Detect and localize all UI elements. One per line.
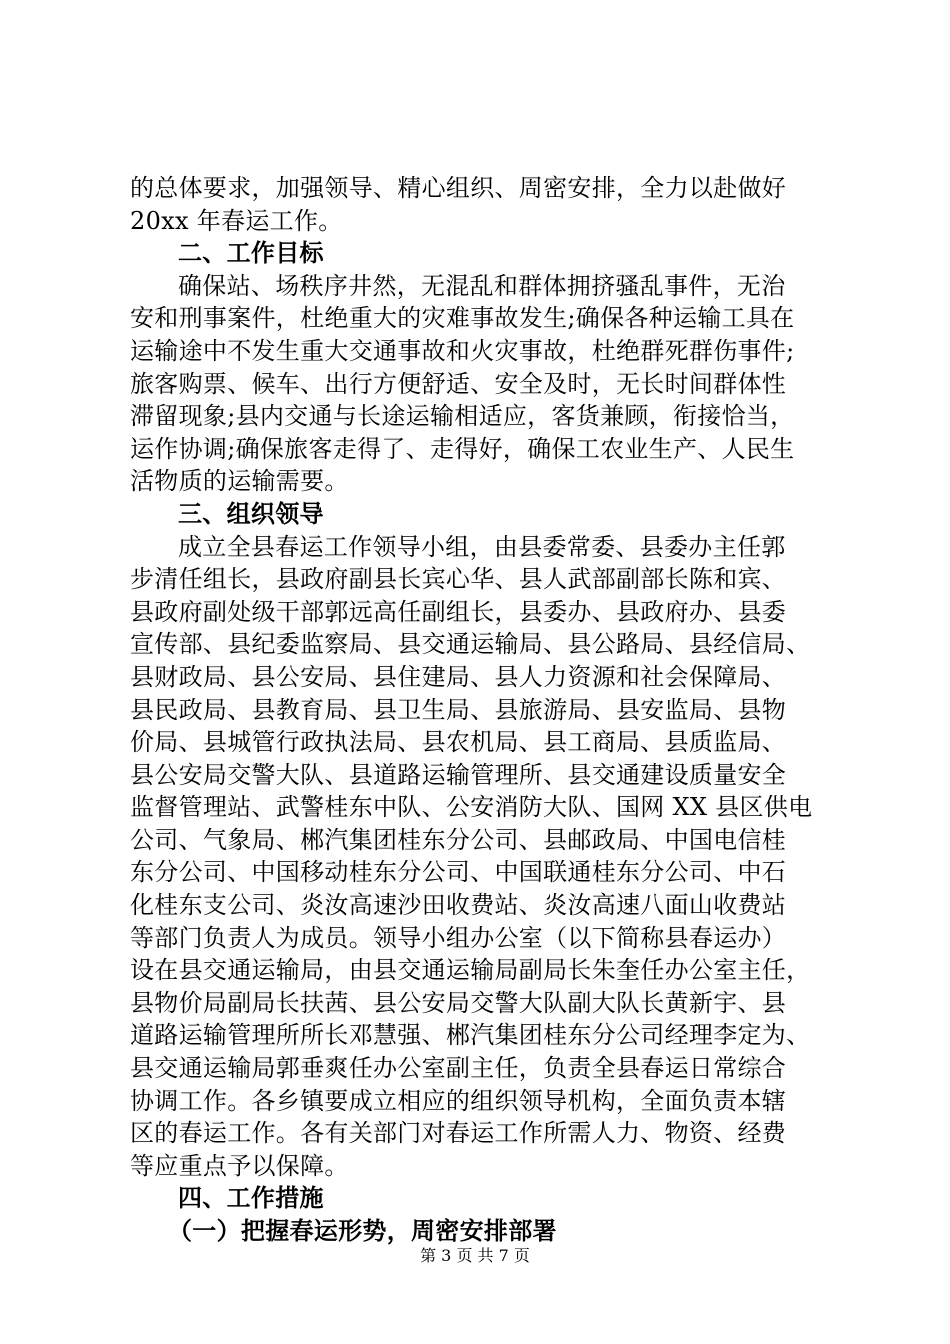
paragraph-line: 县公安局交警大队、县道路运输管理所、县交通建设质量安全 [130, 760, 787, 789]
paragraph-line: 公司、气象局、郴汽集团桂东分公司、县邮政局、中国电信桂 [130, 825, 787, 854]
paragraph-line: 监督管理站、武警桂东中队、公安消防大队、国网 XX 县区供电 [130, 793, 813, 822]
paragraph-line: 道路运输管理所所长邓慧强、郴汽集团桂东分公司经理李定为、 [130, 1021, 811, 1050]
paragraph-line: 旅客购票、候车、出行方便舒适、安全及时，无长时间群体性 [130, 369, 787, 398]
paragraph-start-line: 成立全县春运工作领导小组，由县委常委、县委办主任郭 [178, 532, 786, 561]
paragraph-start-line: 确保站、场秩序井然，无混乱和群体拥挤骚乱事件，无治 [178, 271, 786, 300]
paragraph-line: 区的春运工作。各有关部门对春运工作所需人力、物资、经费 [130, 1119, 787, 1148]
document-body [130, 172, 830, 1248]
paragraph-line: 运输途中不发生重大交通事故和火灾事故，杜绝群死群伤事件; [130, 336, 795, 365]
paragraph-line: 化桂东支公司、炎汝高速沙田收费站、炎汝高速八面山收费站 [130, 891, 787, 920]
paragraph-line: 步清任组长，县政府副县长宾心华、县人武部副部长陈和宾、 [130, 565, 787, 594]
section-heading: 二、工作目标 [178, 239, 324, 268]
paragraph-line: 运作协调;确保旅客走得了、走得好，确保工农业生产、人民生 [130, 434, 795, 463]
paragraph-line: 东分公司、中国移动桂东分公司、中国联通桂东分公司、中石 [130, 858, 787, 887]
paragraph-line: 县物价局副局长扶茜、县公安局交警大队副大队长黄新宇、县 [130, 988, 787, 1017]
paragraph-line: 县交通运输局郭垂爽任办公室副主任，负责全县春运日常综合 [130, 1054, 787, 1083]
paragraph-line: 县财政局、县公安局、县住建局、县人力资源和社会保障局、 [130, 662, 787, 691]
paragraph-line: 宣传部、县纪委监察局、县交通运输局、县公路局、县经信局、 [130, 630, 811, 659]
paragraph-line: 价局、县城管行政执法局、县农机局、县工商局、县质监局、 [130, 728, 787, 757]
paragraph-line: 安和刑事案件，杜绝重大的灾难事故发生;确保各种运输工具在 [130, 304, 795, 333]
subsection-heading: （一）把握春运形势，周密安排部署 [168, 1217, 557, 1245]
paragraph-line: 活物质的运输需要。 [130, 467, 349, 496]
section-heading: 四、工作措施 [178, 1184, 324, 1213]
paragraph-line: 设在县交通运输局，由县交通运输局副局长朱奎任办公室主任， [130, 956, 811, 985]
paragraph-line: 县政府副处级干部郭远高任副组长，县委办、县政府办、县委 [130, 597, 787, 626]
paragraph-line: 的总体要求，加强领导、精心组织、周密安排，全力以赴做好 [130, 174, 787, 202]
paragraph-line: 20xx 年春运工作。 [130, 206, 343, 235]
page-footer: 第 3 页 共 7 页 [420, 1246, 530, 1265]
section-heading: 三、组织领导 [178, 499, 324, 528]
paragraph-line: 等应重点予以保障。 [130, 1151, 349, 1180]
paragraph-line: 县民政局、县教育局、县卫生局、县旅游局、县安监局、县物 [130, 695, 787, 724]
paragraph-line: 滞留现象;县内交通与长途运输相适应，客货兼顾，衔接恰当， [130, 402, 795, 431]
paragraph-line: 协调工作。各乡镇要成立相应的组织领导机构，全面负责本辖 [130, 1086, 787, 1115]
paragraph-line: 等部门负责人为成员。领导小组办公室（以下简称县春运办） [130, 923, 787, 952]
